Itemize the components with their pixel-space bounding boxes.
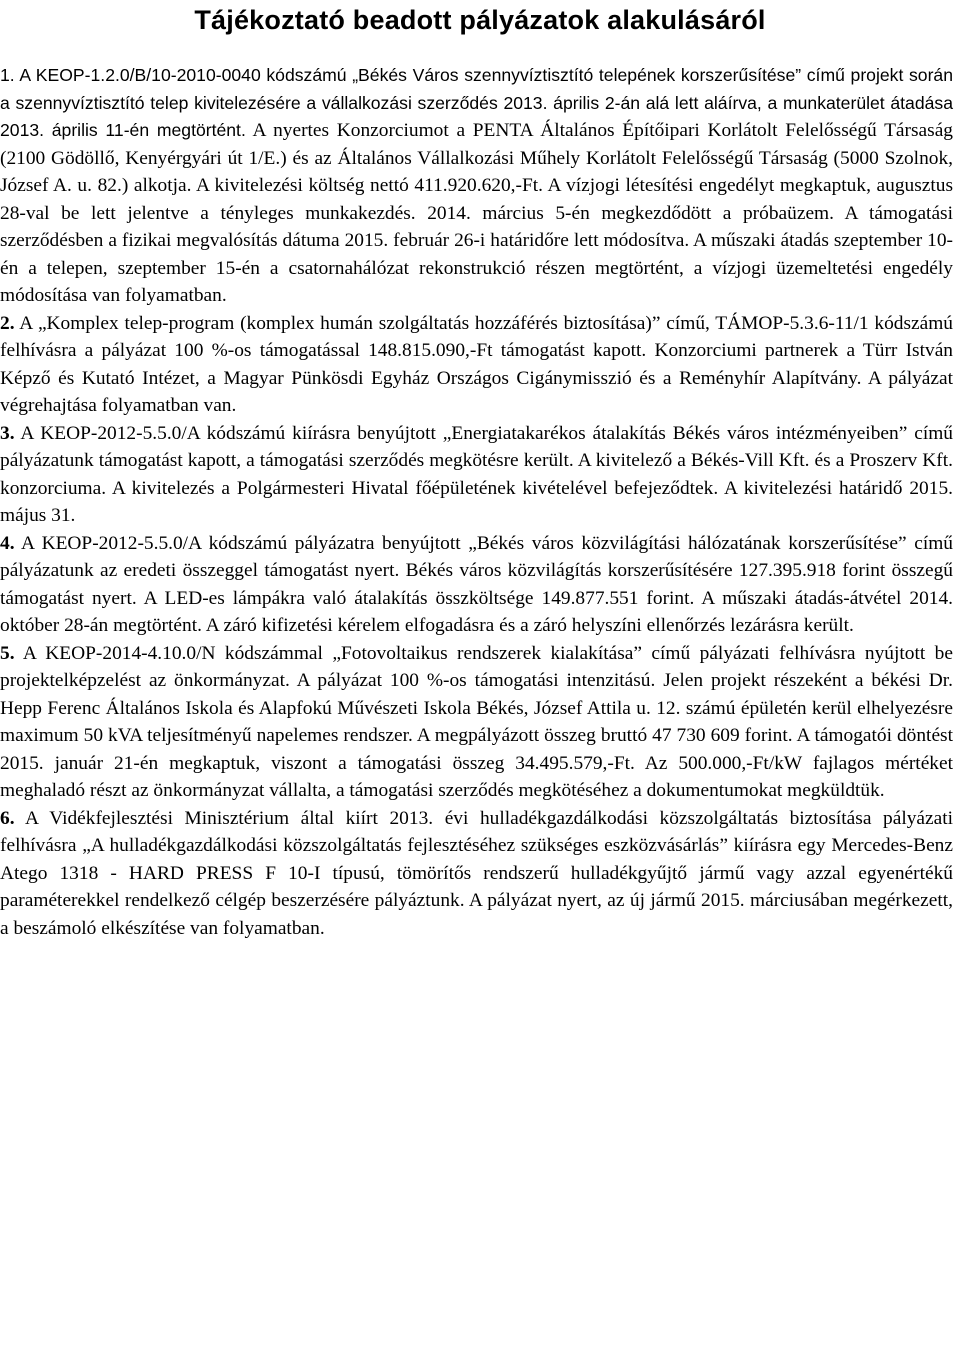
item-number: 1.: [0, 65, 15, 85]
item-text: A KEOP-2012-5.5.0/A kódszámú kiírásra benyújtott „Energiatakarékos átalakítás Békés város intézményeiben” című pályázatunk támogatást kapott, a támogatási szerződés megkötésre került. A kivitelező a Békés-Vill Kft. és a Proszerv Kft. konzorciuma. A kivitelezés a Polgármesteri Hivatal főépületének kivételével befejeződtek. A kivitelezési határidő 2015. május 31.: [0, 422, 953, 526]
list-item: [0, 420, 953, 530]
item-number: 2.: [0, 312, 15, 334]
item-text-sans: A KEOP-1.2.0/B/10-2010-0040 kódszámú „Békés Város szennyvíztisztító telepének korszerűsítése” című projekt során a szennyvíztisztító telep kivitelezésére a vállalkozási szerződés 2013. április 2-án alá lett aláírva, a munkaterület átadása 2013. április 11-én megtörtént.: [0, 65, 953, 140]
item-text: A KEOP-2014-4.10.0/N kódszámmal „Fotovoltaikus rendszerek kialakítása” című pályázati felhívásra nyújtott be projektelképzelést az önkormányzat. A pályázat 100 %-os támogatási intenzitású. Jelen projekt részeként a békési Dr. Hepp Ferenc Általános Iskola és Alapfokú Művészeti Iskola Békés, József Attila u. 12. számú épületén kerül elhelyezésre maximum 50 kVA teljesítményű napelemes rendszer. A megpályázott összeg bruttó 47 730 609 forint. A támogatói döntést 2015. január 21-én megkaptuk, viszont a támogatási összeg 34.495.579,-Ft. Az 500.000,-Ft/kW fajlagos mértéket meghaladó részt az önkormányzat vállalta, a támogatási szerződés megkötéséhez a dokumentumokat megküldtük.: [0, 642, 953, 801]
list-item: [0, 530, 953, 640]
document-body: [0, 62, 953, 942]
list-item: [0, 640, 953, 805]
item-text: A Vidékfejlesztési Minisztérium által kiírt 2013. évi hulladékgazdálkodási közszolgáltatás biztosítása pályázati felhívásra „A hulladékgazdálkodási közszolgáltatás fejlesztéséhez szükséges eszközvásárlás” kiírásra egy Mercedes-Benz Atego 1318 - HARD PRESS F 10-I típusú, tömörítős rendszerű hulladékgyűjtő jármű vagy azzal egyenértékű paraméterekkel rendelkező célgép beszerzésére pályáztunk. A pályázat nyert, az új jármű 2015. márciusában megérkezett, a beszámoló elkészítése van folyamatban.: [0, 807, 953, 939]
item-number: 4.: [0, 532, 15, 554]
list-item: [0, 62, 953, 310]
list-item: [0, 310, 953, 420]
item-number: 3.: [0, 422, 15, 444]
list-item: [0, 805, 953, 943]
item-text: A „Komplex telep-program (komplex humán szolgáltatás hozzáférés biztosítása)” című, TÁMOP-5.3.6-11/1 kódszámú felhívásra a pályázat 100 %-os támogatással 148.815.090,-Ft támogatást kapott. Konzorciumi partnerek a Türr István Képző és Kutató Intézet, a Magyar Pünkösdi Egyház Országos Cigánymisszió és a Reményhír Alapítvány. A pályázat végrehajtása folyamatban van.: [0, 312, 953, 416]
item-number: 6.: [0, 807, 15, 829]
item-number: 5.: [0, 642, 15, 664]
item-text: A KEOP-2012-5.5.0/A kódszámú pályázatra benyújtott „Békés város közvilágítási hálózatának korszerűsítése” című pályázatunk az eredeti összeggel támogatást nyert. Békés város közvilágítás korszerűsítésére 127.395.918 forint összegű támogatást nyert. A LED-es lámpákra való átalakítás összköltsége 149.877.551 forint. A műszaki átadás-átvétel 2014. október 28-án megtörtént. A záró kifizetési kérelem elfogadásra és a záró helyszíni ellenőrzés lezárásra került.: [0, 532, 953, 636]
document-title: Tájékoztató beadott pályázatok alakulásáról: [194, 5, 766, 35]
item-text: A nyertes Konzorciumot a PENTA Általános Építőipari Korlátolt Felelősségű Társaság (2100 Gödöllő, Kenyérgyári út 1/E.) és az Általános Vállalkozási Műhely Korlátolt Felelősségű Társaság (5000 Szolnok, József A. u. 82.) alkotja. A kivitelezési költség nettó 411.920.620,-Ft. A vízjogi létesítési engedélyt megkaptuk, augusztus 28-val be lett jelentve a tényleges munkakezdés. 2014. március 5-én megkezdődött a próbaüzem. A támogatási szerződésben a fizikai megvalósítás dátuma 2015. február 26-i határidőre lett módosítva. A műszaki átadás szeptember 10-én a telepen, szeptember 15-én a csatornahálózat rekonstrukció részen megtörtént, a vízjogi üzemeltetési engedély módosítása van folyamatban.: [0, 120, 953, 306]
